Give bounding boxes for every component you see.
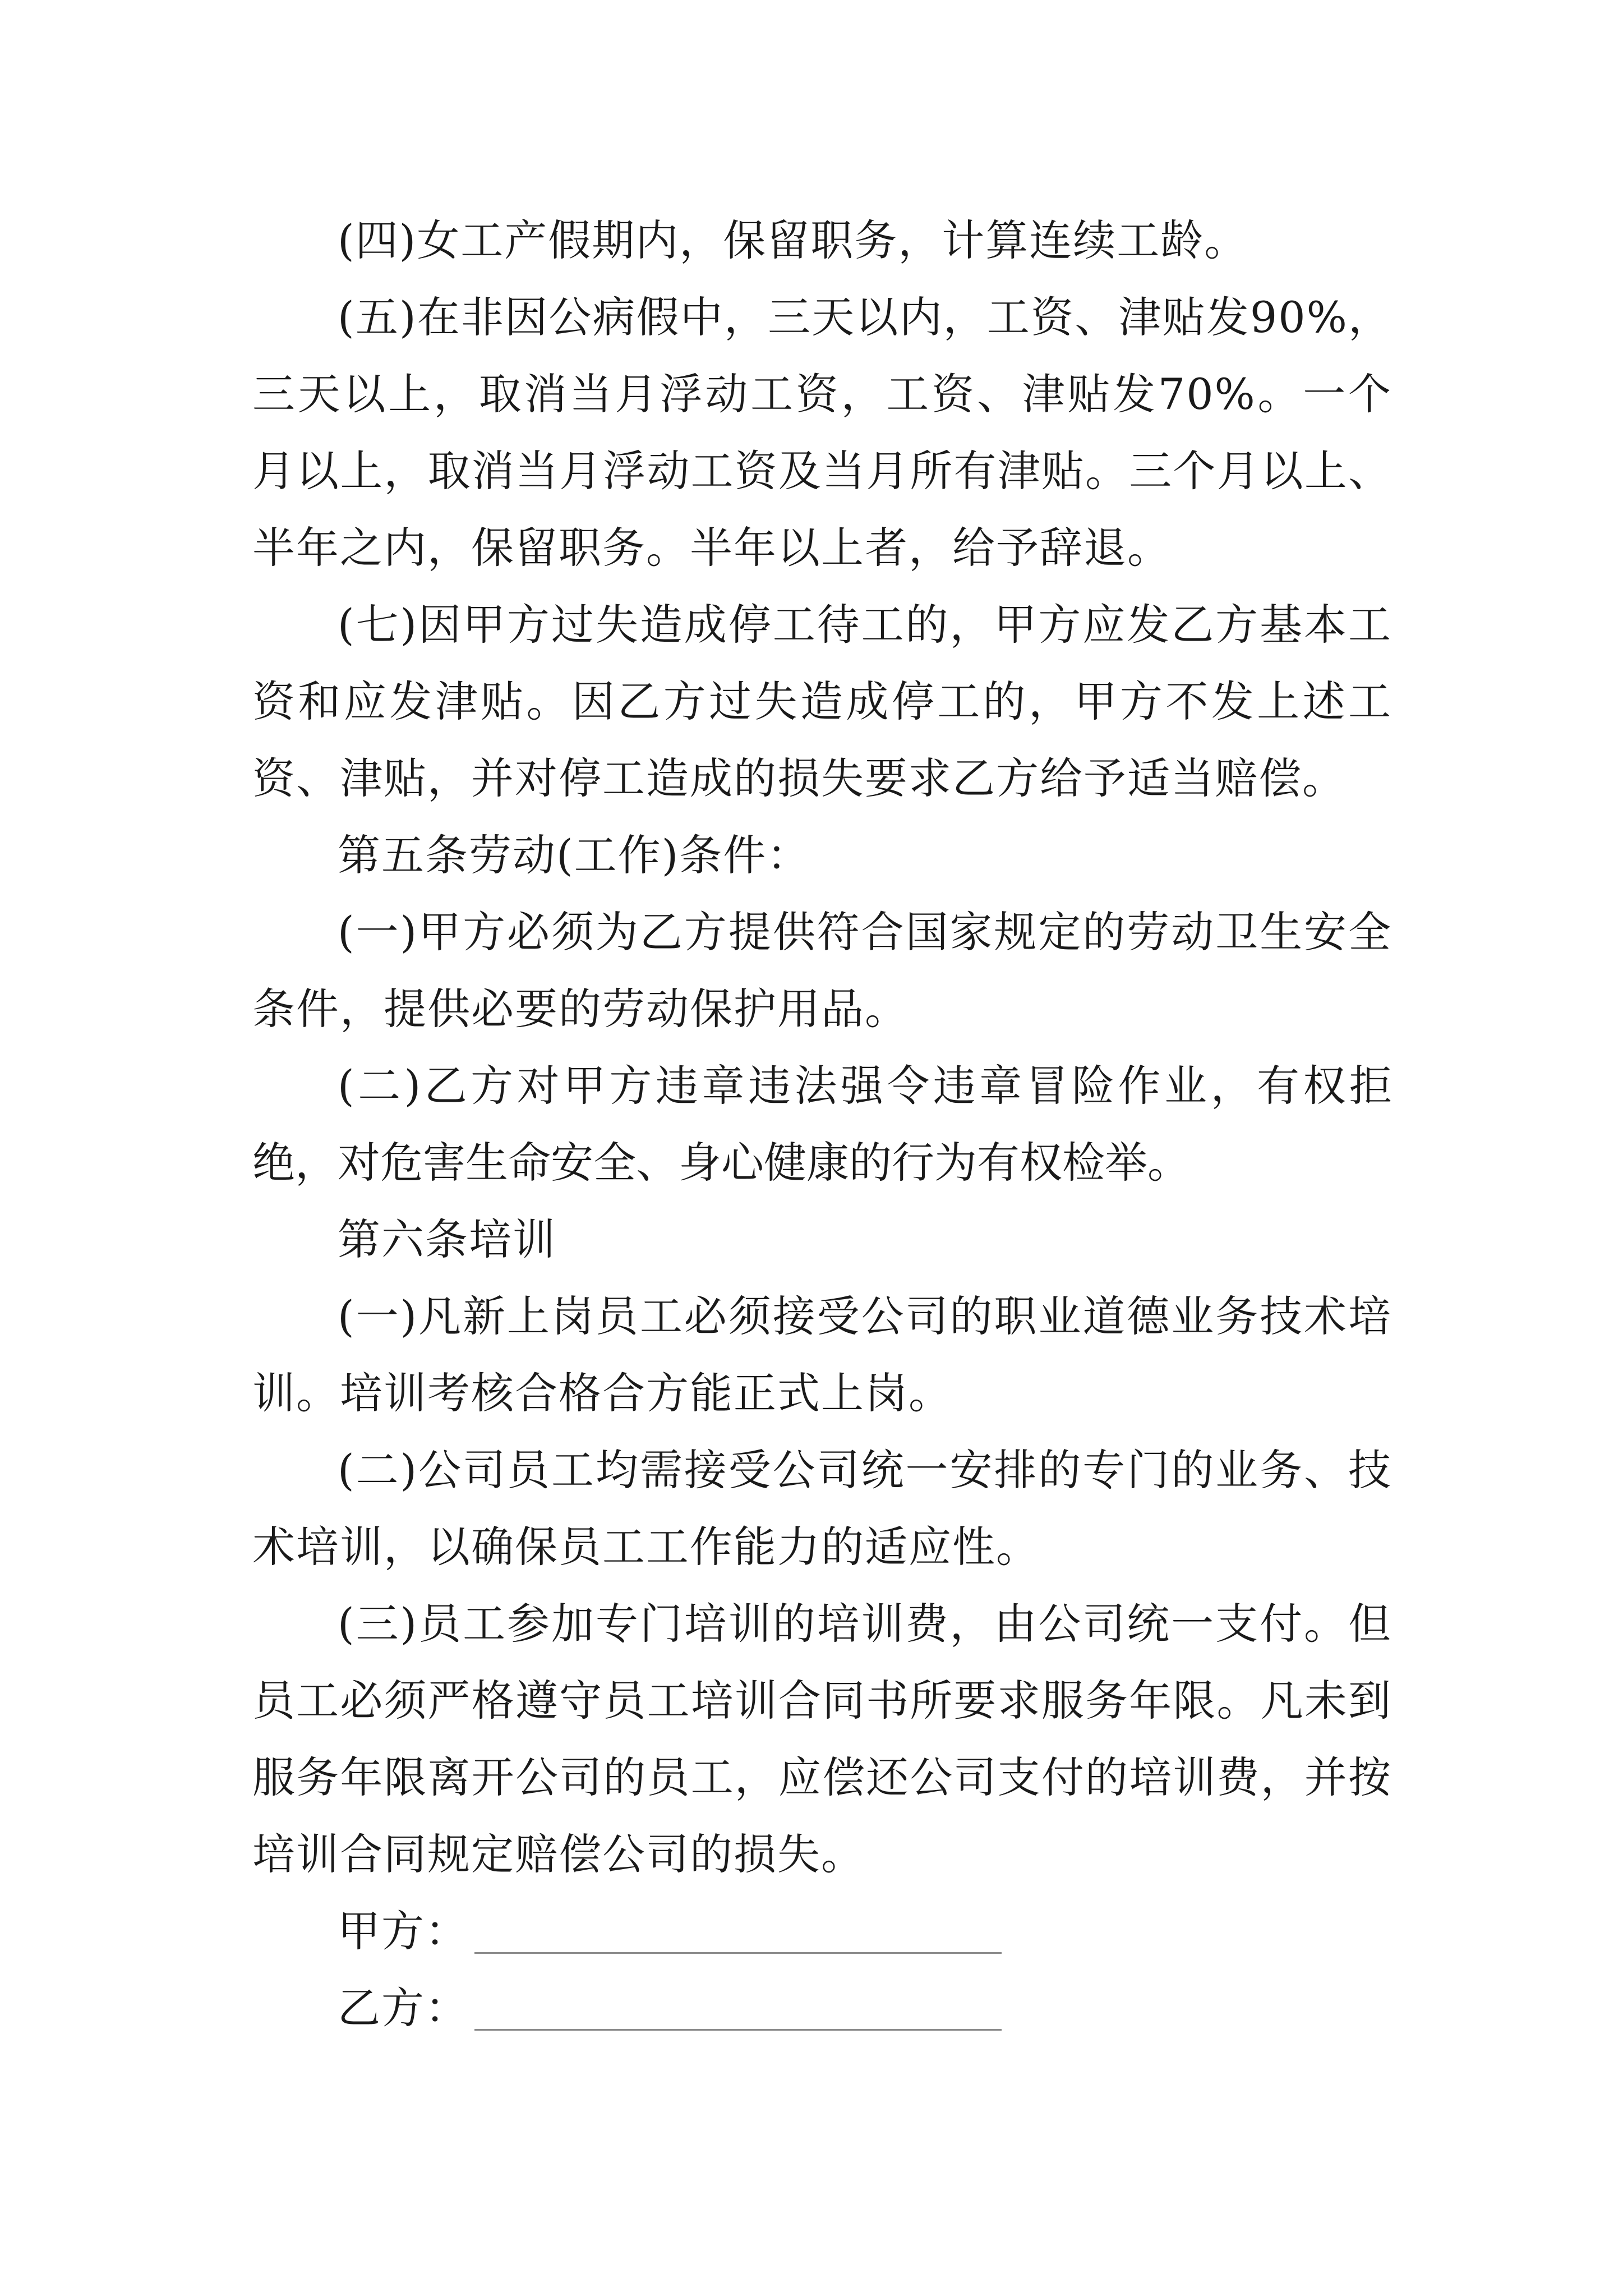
party-a-label: 甲方： <box>338 1906 469 1956</box>
paragraph-maternity-leave: (四)女工产假期内，保留职务，计算连续工龄。 <box>338 215 1248 265</box>
signature-row-party-a <box>338 1893 1392 1970</box>
party-a-signature-line[interactable] <box>474 1918 1002 1954</box>
signature-row-party-b <box>338 1970 1392 2046</box>
paragraph-sick-leave: (五)在非因公病假中，三天以内，工资、津贴发90%，三天以上，取消当月浮动工资，工资、津贴发70%。一个月以上，取消当月浮动工资及当月所有津贴。三个月以上、半年之内，保留职务。半年以上者，给予辞退。 <box>252 292 1392 573</box>
article-six-heading: 第六条培训 <box>338 1214 556 1264</box>
paragraph-new-staff-training: (一)凡新上岗员工必须接受公司的职业道德业务技术培训。培训考核合格合方能正式上岗。 <box>252 1291 1392 1418</box>
paragraph-right-to-refuse: (二)乙方对甲方违章违法强令违章冒险作业，有权拒绝，对危害生命安全、身心健康的行为有权检举。 <box>252 1061 1392 1188</box>
article-five-heading: 第五条劳动(工作)条件： <box>338 830 811 880</box>
paragraph-training-fees: (三)员工参加专门培训的培训费，由公司统一支付。但员工必须严格遵守员工培训合同书所要求服务年限。凡未到服务年限离开公司的员工，应偿还公司支付的培训费，并按培训合同规定赔偿公司的损失。 <box>252 1599 1392 1879</box>
paragraph-company-training: (二)公司员工均需接受公司统一安排的专门的业务、技术培训，以确保员工工作能力的适应性。 <box>252 1445 1392 1572</box>
party-b-label: 乙方： <box>338 1983 469 2033</box>
paragraph-work-stoppage: (七)因甲方过失造成停工待工的，甲方应发乙方基本工资和应发津贴。因乙方过失造成停工的，甲方不发上述工资、津贴，并对停工造成的损失要求乙方给予适当赔偿。 <box>252 600 1392 803</box>
party-b-signature-line[interactable] <box>474 1995 1002 2031</box>
paragraph-safety-conditions: (一)甲方必须为乙方提供符合国家规定的劳动卫生安全条件，提供必要的劳动保护用品。 <box>252 907 1392 1034</box>
document-page <box>252 202 1392 2046</box>
